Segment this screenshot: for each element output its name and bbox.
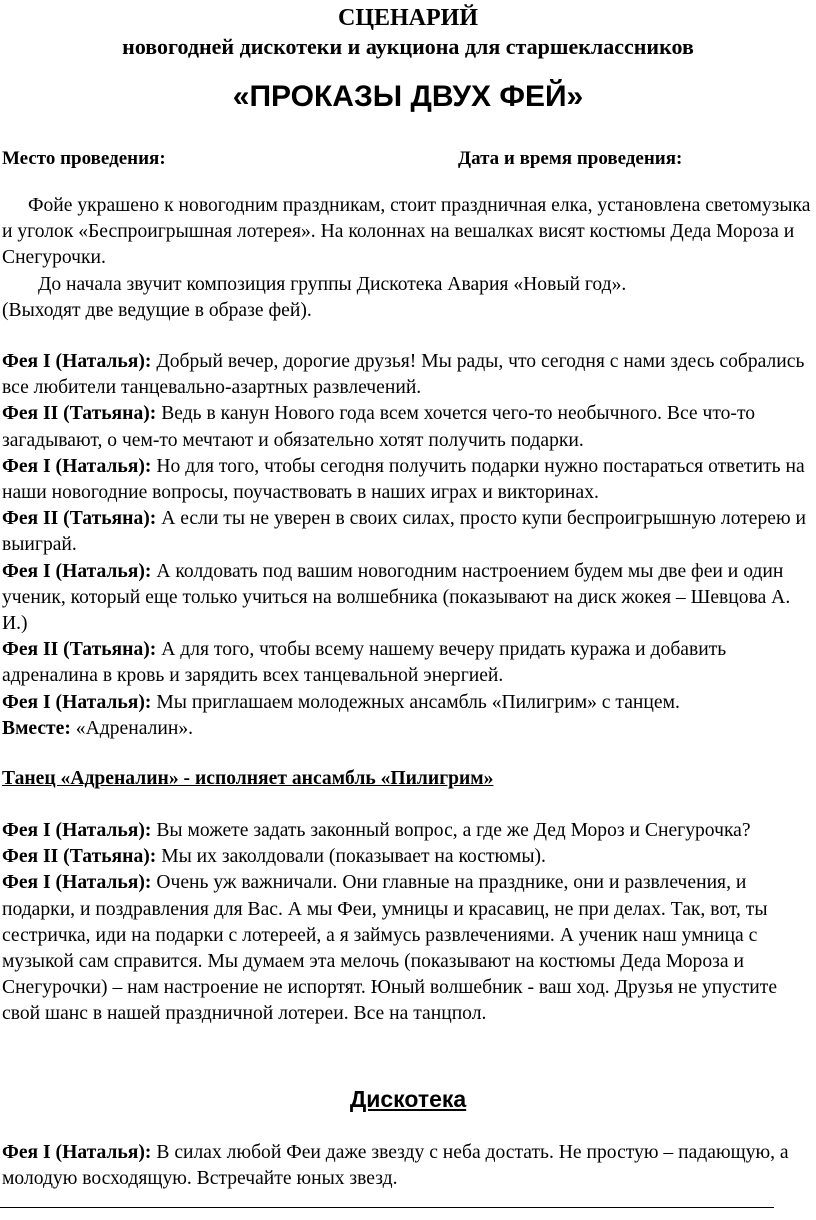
place-label: Место проведения: (2, 148, 166, 169)
speaker-name: Фея II (Татьяна): (2, 846, 157, 868)
dialogue-text: Добрый вечер, дорогие друзья! Мы рады, что сегодня с нами здесь собрались все любители танцевально-азартных развлечений. (2, 351, 805, 399)
dance-heading: Танец «Адреналин» - исполняет ансамбль «Пилигрим» (2, 768, 494, 789)
speaker-name: Вместе: (2, 717, 71, 739)
dialogue-text: Мы приглашаем молодежных ансамбль «Пилигрим» с танцем. (151, 691, 680, 713)
document-subtitle: новогодней дискотеки и аукциона для старшеклассников (122, 34, 694, 59)
speaker-name: Фея I (Наталья): (2, 820, 152, 841)
dialogue-text: Мы их заколдовали (показывает на костюмы). (156, 846, 546, 868)
dialogue-line (2, 1140, 814, 1192)
show-title: «ПРОКАЗЫ ДВУХ ФЕЙ» (232, 80, 584, 113)
dialogue-line (2, 637, 814, 689)
dialogue-text: Очень уж важничали. Они главные на празднике, они и развлечения, и подарки, и поздравления для Вас. А мы Феи, умницы и красавиц, не при делах. Так, вот, ты сестричка, иди на подарки с лотереей, а я займусь развлечениями. А ученик наш умница с музыкой сам справится. Мы думаем эта мелочь (показывают на костюмы Деда Мороза и Снегурочки) – нам настроение не испортят. Юный волшебник - ваш ход. Друзья не упустите свой шанс в нашей праздничной лотереи. Все на танцпол. (2, 872, 778, 1025)
dialogue-text: Вы можете задать законный вопрос, а где же Дед Мороз и Снегурочка? (151, 820, 751, 841)
dance-section (2, 766, 814, 792)
footer-divider (0, 1207, 774, 1208)
speaker-name: Фея II (Татьяна): (2, 508, 157, 530)
date-label: Дата и время проведения: (458, 148, 683, 169)
dialogue-line (2, 870, 814, 1027)
speaker-name: Фея II (Татьяна): (2, 639, 157, 661)
disco-heading: Дискотека (349, 1086, 467, 1112)
dialogue-section-2 (2, 818, 814, 1028)
dialogue-line (2, 690, 814, 716)
speaker-name: Фея I (Наталья): (2, 560, 152, 582)
dialogue-text: Но для того, чтобы сегодня получить подарки нужно постараться ответить на наши новогодние вопросы, поучаствовать в наших играх и викторинах. (2, 455, 805, 504)
document-title: СЦЕНАРИЙ (337, 5, 478, 31)
intro-paragraph: До начала звучит композиция группы Дискотека Авария «Новый год». (38, 273, 627, 295)
intro-paragraph: (Выходят две ведущие в образе фей). (2, 299, 312, 321)
speaker-name: Фея I (Наталья): (2, 455, 152, 477)
speaker-name: Фея I (Наталья): (2, 872, 152, 894)
dialogue-text: Ведь в канун Нового года всем хочется чего-то необычного. Все что-то загадывают, о чем-то мечтают и обязательно хотят получить подарки. (2, 403, 756, 451)
speaker-name: Фея I (Наталья): (2, 1142, 152, 1163)
dialogue-line (2, 716, 814, 742)
speaker-name: Фея II (Татьяна): (2, 403, 157, 425)
dialogue-text: А колдовать под вашим новогодним настроением будем мы две феи и один ученик, который еще только учиться на волшебника (показывают на диск жокея – Шевцова А. И.) (2, 560, 791, 635)
dialogue-text: А для того, чтобы всему нашему вечеру придать куража и добавить адреналина в кровь и зарядить всех танцевальной энергией. (2, 639, 727, 687)
dialogue-line (2, 401, 814, 453)
dialogue-line (2, 349, 814, 401)
dialogue-text: А если ты не уверен в своих силах, просто купи беспроигрышную лотерею и выиграй. (2, 508, 807, 556)
speaker-name: Фея I (Наталья): (2, 351, 152, 372)
dialogue-line (2, 506, 814, 558)
dialogue-line (2, 844, 814, 870)
dialogue-line (2, 818, 814, 844)
dialogue-section-1 (2, 349, 814, 742)
intro-section (2, 193, 814, 324)
speaker-name: Фея I (Наталья): (2, 691, 152, 713)
dialogue-text: В силах любой Феи даже звезду с неба достать. Не простую – падающую, а молодую восходящую. Встречайте юных звезд. (2, 1142, 789, 1190)
intro-paragraph: Фойе украшено к новогодним праздникам, стоит праздничная елка, установлена светомузыка и уголок «Беспроигрышная лотерея». На колоннах на вешалках висят костюмы Деда Мороза и Снегурочки. (2, 195, 811, 269)
dialogue-section-3 (2, 1140, 814, 1192)
dialogue-text: «Адреналин». (70, 717, 194, 739)
dialogue-line (2, 559, 814, 638)
dialogue-line (2, 454, 814, 506)
